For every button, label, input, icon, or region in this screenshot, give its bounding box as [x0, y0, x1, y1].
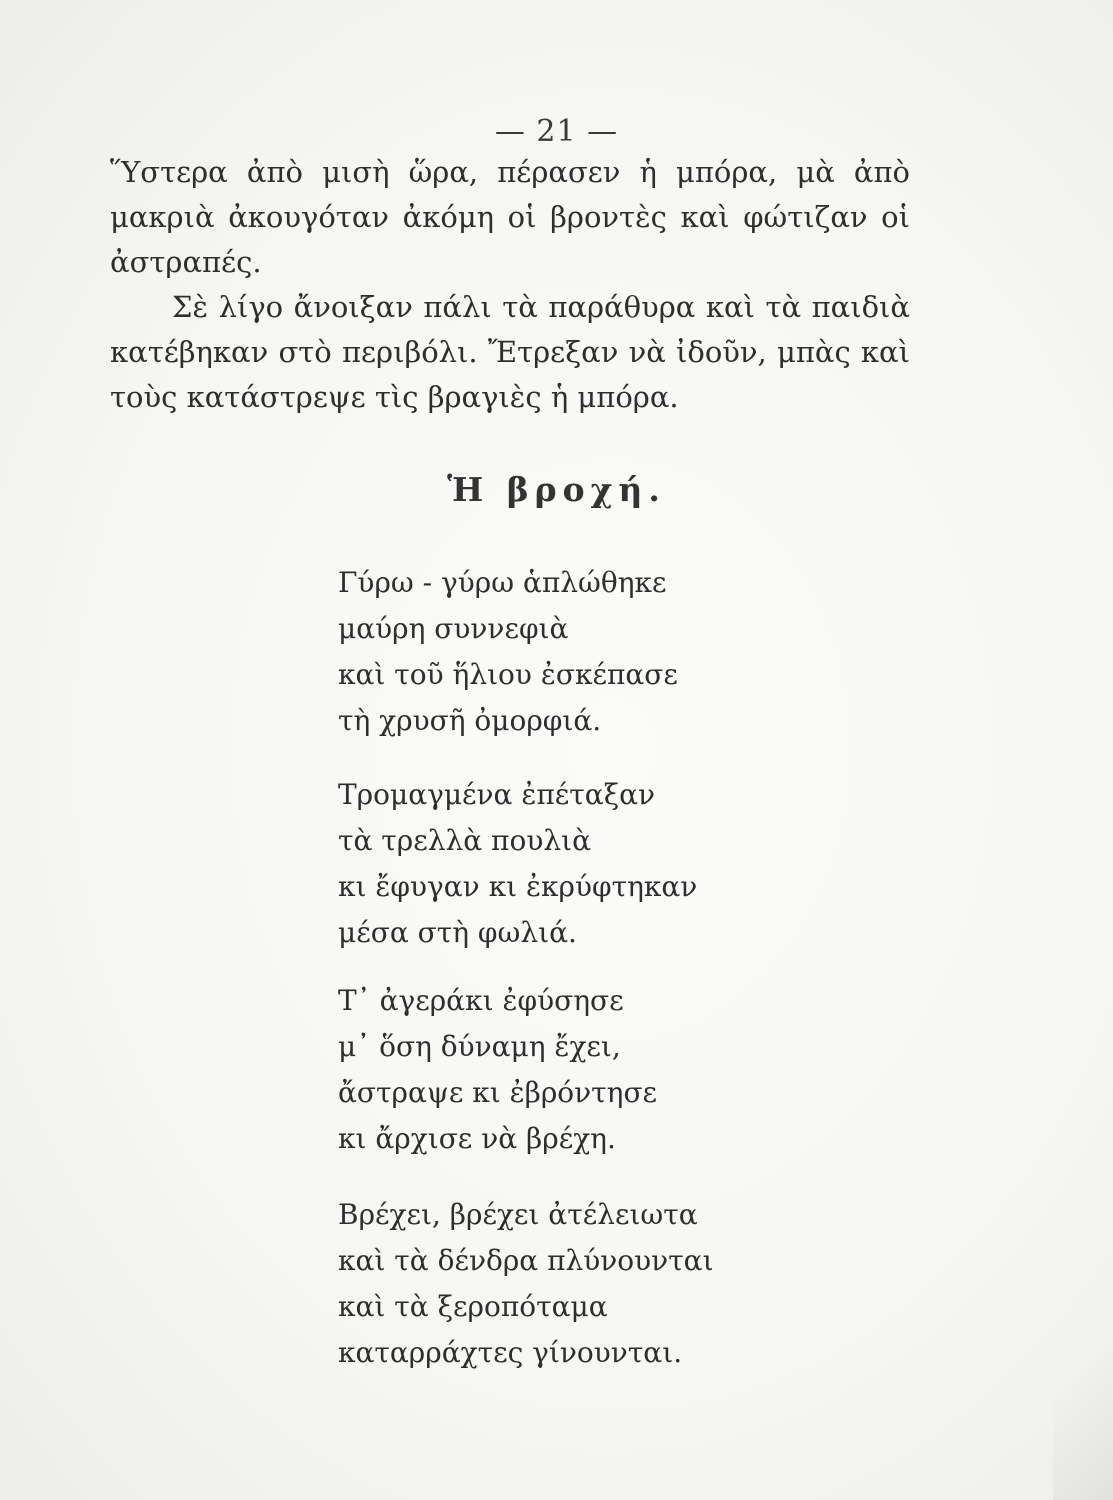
poem-line: καὶ τὰ δένδρα πλύνουνται	[338, 1244, 714, 1277]
poem-line: μ᾽ ὅση δύναμη ἔχει,	[338, 1030, 621, 1063]
poem-line: καταρράχτες γίνουνται.	[338, 1336, 683, 1369]
prose-line: τοὺς κατάστρεψε τὶς βραγιὲς ἡ μπόρα.	[110, 380, 679, 414]
page-number: — 21 —	[494, 114, 619, 149]
poem-stanza-2	[338, 772, 758, 956]
poem-stanza-3	[338, 978, 758, 1162]
poem-line: μαύρη συννεφιὰ	[338, 612, 569, 645]
prose-line: ἀστραπές.	[110, 245, 262, 279]
poem-line: Βρέχει, βρέχει ἀτέλειωτα	[338, 1198, 698, 1231]
prose-line: μακριὰ ἀκουγόταν ἀκόμη οἱ βροντὲς καὶ φώτιζαν οἱ	[110, 200, 910, 234]
prose-paragraphs	[110, 150, 910, 420]
poem-line: ἄστραψε κι ἐβρόντησε	[338, 1076, 658, 1109]
poem-line: καὶ τὰ ξεροπόταμα	[338, 1290, 608, 1323]
poem-line: μέσα στὴ φωλιά.	[338, 916, 577, 949]
poem-line: τὰ τρελλὰ πουλιὰ	[338, 824, 591, 857]
poem-line: κι ἔφυγαν κι ἐκρύφτηκαν	[338, 870, 698, 903]
poem-title: Ἡ βροχή.	[447, 470, 666, 509]
poem-line: Γύρω - γύρω ἁπλώθηκε	[338, 566, 667, 599]
prose-line: κατέβηκαν στὸ περιβόλι. Ἔτρεξαν νὰ ἰδοῦν, μπὰς καὶ	[110, 335, 910, 369]
poem-line: τὴ χρυσῆ ὀμορφιά.	[338, 704, 602, 737]
page-edge-shadow	[1053, 1280, 1113, 1500]
prose-line: Ὕστερα ἀπὸ μισὴ ὥρα, πέρασεν ἡ μπόρα, μὰ ἀπὸ	[110, 155, 910, 189]
poem-line: καὶ τοῦ ἥλιου ἐσκέπασε	[338, 658, 678, 691]
poem-stanza-1	[338, 560, 758, 744]
poem-line: Τρομαγμένα ἐπέταξαν	[338, 778, 656, 811]
poem-line: Τ᾽ ἀγεράκι ἐφύσησε	[338, 984, 624, 1017]
prose-line: Σὲ λίγο ἄνοιξαν πάλι τὰ παράθυρα καὶ τὰ παιδιὰ	[172, 290, 910, 324]
poem-line: κι ἄρχισε νὰ βρέχη.	[338, 1122, 616, 1155]
poem-stanza-4	[338, 1192, 758, 1376]
